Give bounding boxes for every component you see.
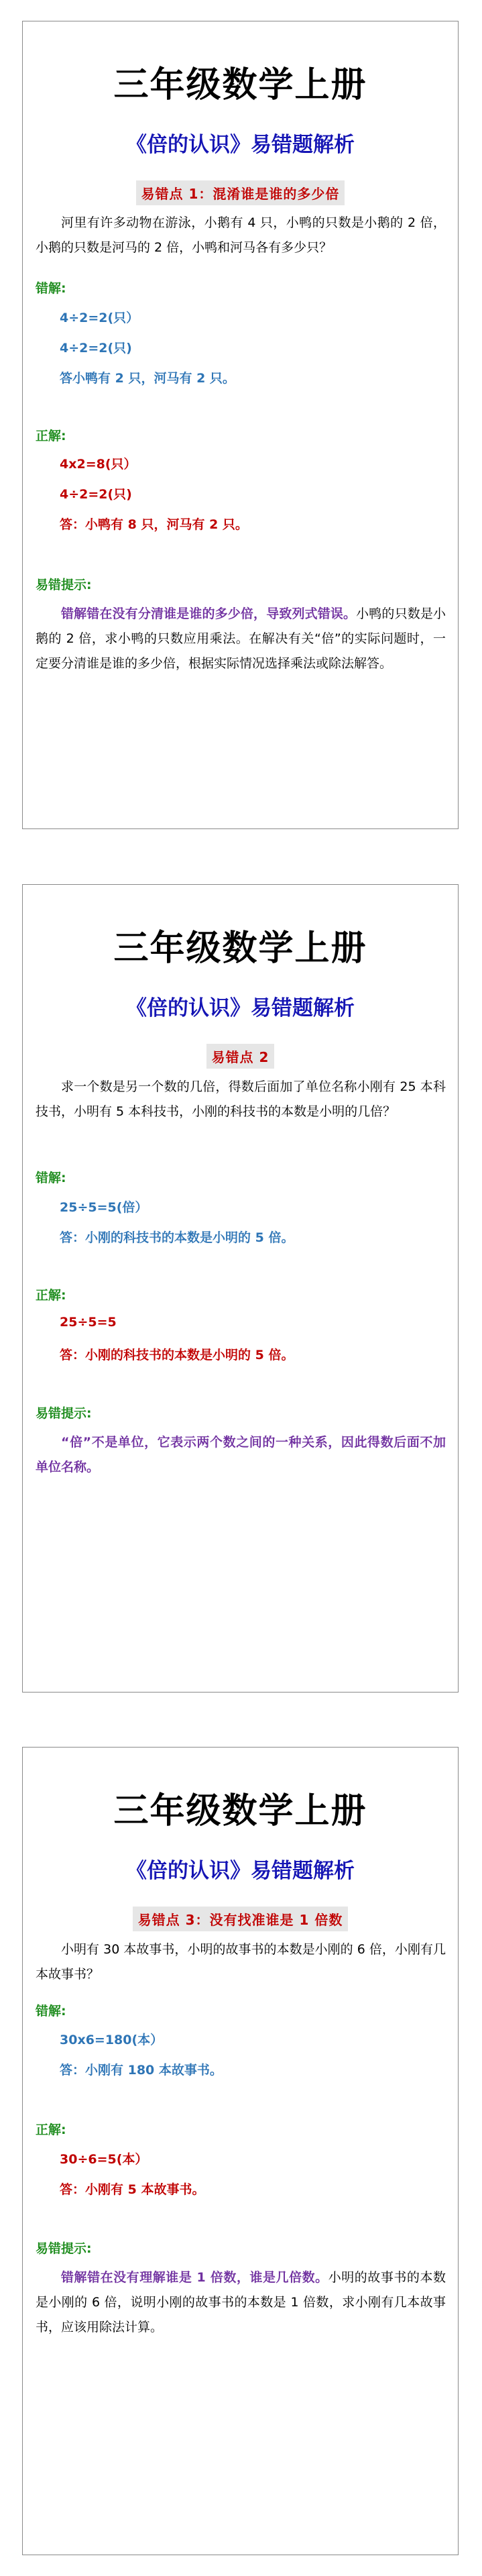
sub-title: 《倍的认识》易错题解析 bbox=[126, 133, 355, 157]
question-text: 小明有 30 本故事书，小明的故事书的本数是小刚的 6 倍，小刚有几本故事书？ bbox=[36, 1942, 446, 1982]
right-answer: 答：小刚有 5 本故事书。 bbox=[60, 2182, 205, 2197]
right-answer: 答：小刚的科技书的本数是小明的 5 倍。 bbox=[60, 1348, 294, 1362]
page-1 bbox=[22, 21, 459, 829]
right-step-2: 4÷2=2(只) bbox=[60, 487, 132, 502]
wrong-label: 错解: bbox=[36, 2004, 66, 2019]
right-step-1: 25÷5=5 bbox=[60, 1315, 117, 1330]
wrong-step-2: 4÷2=2(只) bbox=[60, 341, 132, 356]
tip-label: 易错提示: bbox=[36, 578, 92, 592]
right-label: 正解: bbox=[36, 2123, 66, 2137]
tip-label: 易错提示: bbox=[36, 2241, 92, 2256]
right-answer: 答：小鸭有 8 只，河马有 2 只。 bbox=[60, 517, 248, 532]
right-label: 正解: bbox=[36, 1288, 66, 1303]
page-2 bbox=[22, 884, 459, 1693]
wrong-label: 错解: bbox=[36, 1171, 66, 1185]
right-step-1: 30÷6=5(本） bbox=[60, 2152, 148, 2167]
error-point-title: 易错点 3：没有找准谁是 1 倍数 bbox=[23, 1907, 458, 1931]
main-title: 三年级数学上册 bbox=[113, 928, 367, 969]
main-title: 三年级数学上册 bbox=[113, 1790, 367, 1831]
tip-text: 错解错在没有理解谁是 1 倍数，谁是几倍数。小明的故事书的本数是小刚的 6 倍，说明小刚的故事书的本数是 1 倍数，求小刚有几本故事书，应该用除法计算。 bbox=[36, 2270, 446, 2334]
tip-text: “倍”不是单位，它表示两个数之间的一种关系，因此得数后面不加单位名称。 bbox=[36, 1435, 446, 1474]
page-3 bbox=[22, 1747, 459, 2555]
sub-title: 《倍的认识》易错题解析 bbox=[126, 1859, 355, 1883]
wrong-label: 错解: bbox=[36, 281, 66, 296]
wrong-answer: 答：小刚有 180 本故事书。 bbox=[60, 2063, 223, 2078]
question-text: 求一个数是另一个数的几倍，得数后面加了单位名称小刚有 25 本科技书，小明有 5 本科技书，小刚的科技书的本数是小明的几倍？ bbox=[36, 1079, 446, 1119]
wrong-step-1: 30x6=180(本） bbox=[60, 2033, 164, 2047]
right-label: 正解: bbox=[36, 429, 66, 443]
right-step-1: 4x2=8(只） bbox=[60, 457, 137, 472]
main-title: 三年级数学上册 bbox=[113, 64, 367, 105]
error-point-title: 易错点 1：混淆谁是谁的多少倍 bbox=[23, 180, 458, 205]
wrong-answer: 答小鸭有 2 只，河马有 2 只。 bbox=[60, 371, 235, 386]
question-text: 河里有许多动物在游泳，小鹅有 4 只，小鸭的只数是小鹅的 2 倍，小鹅的只数是河马的 2 倍，小鸭和河马各有多少只？ bbox=[36, 215, 446, 255]
tip-text: 错解错在没有分清谁是谁的多少倍，导致列式错误。小鸭的只数是小鹅的 2 倍，求小鸭的只数应用乘法。在解决有关“倍”的实际问题时，一定要分清谁是谁的多少倍，根据实际情况选择乘法或除法解答。 bbox=[36, 606, 446, 671]
tip-label: 易错提示: bbox=[36, 1406, 92, 1421]
error-point-title: 易错点 2 bbox=[23, 1044, 458, 1069]
wrong-step-1: 25÷5=5(倍） bbox=[60, 1200, 148, 1215]
wrong-step-1: 4÷2=2(只） bbox=[60, 311, 139, 325]
wrong-answer: 答：小刚的科技书的本数是小明的 5 倍。 bbox=[60, 1230, 294, 1245]
sub-title: 《倍的认识》易错题解析 bbox=[126, 996, 355, 1020]
